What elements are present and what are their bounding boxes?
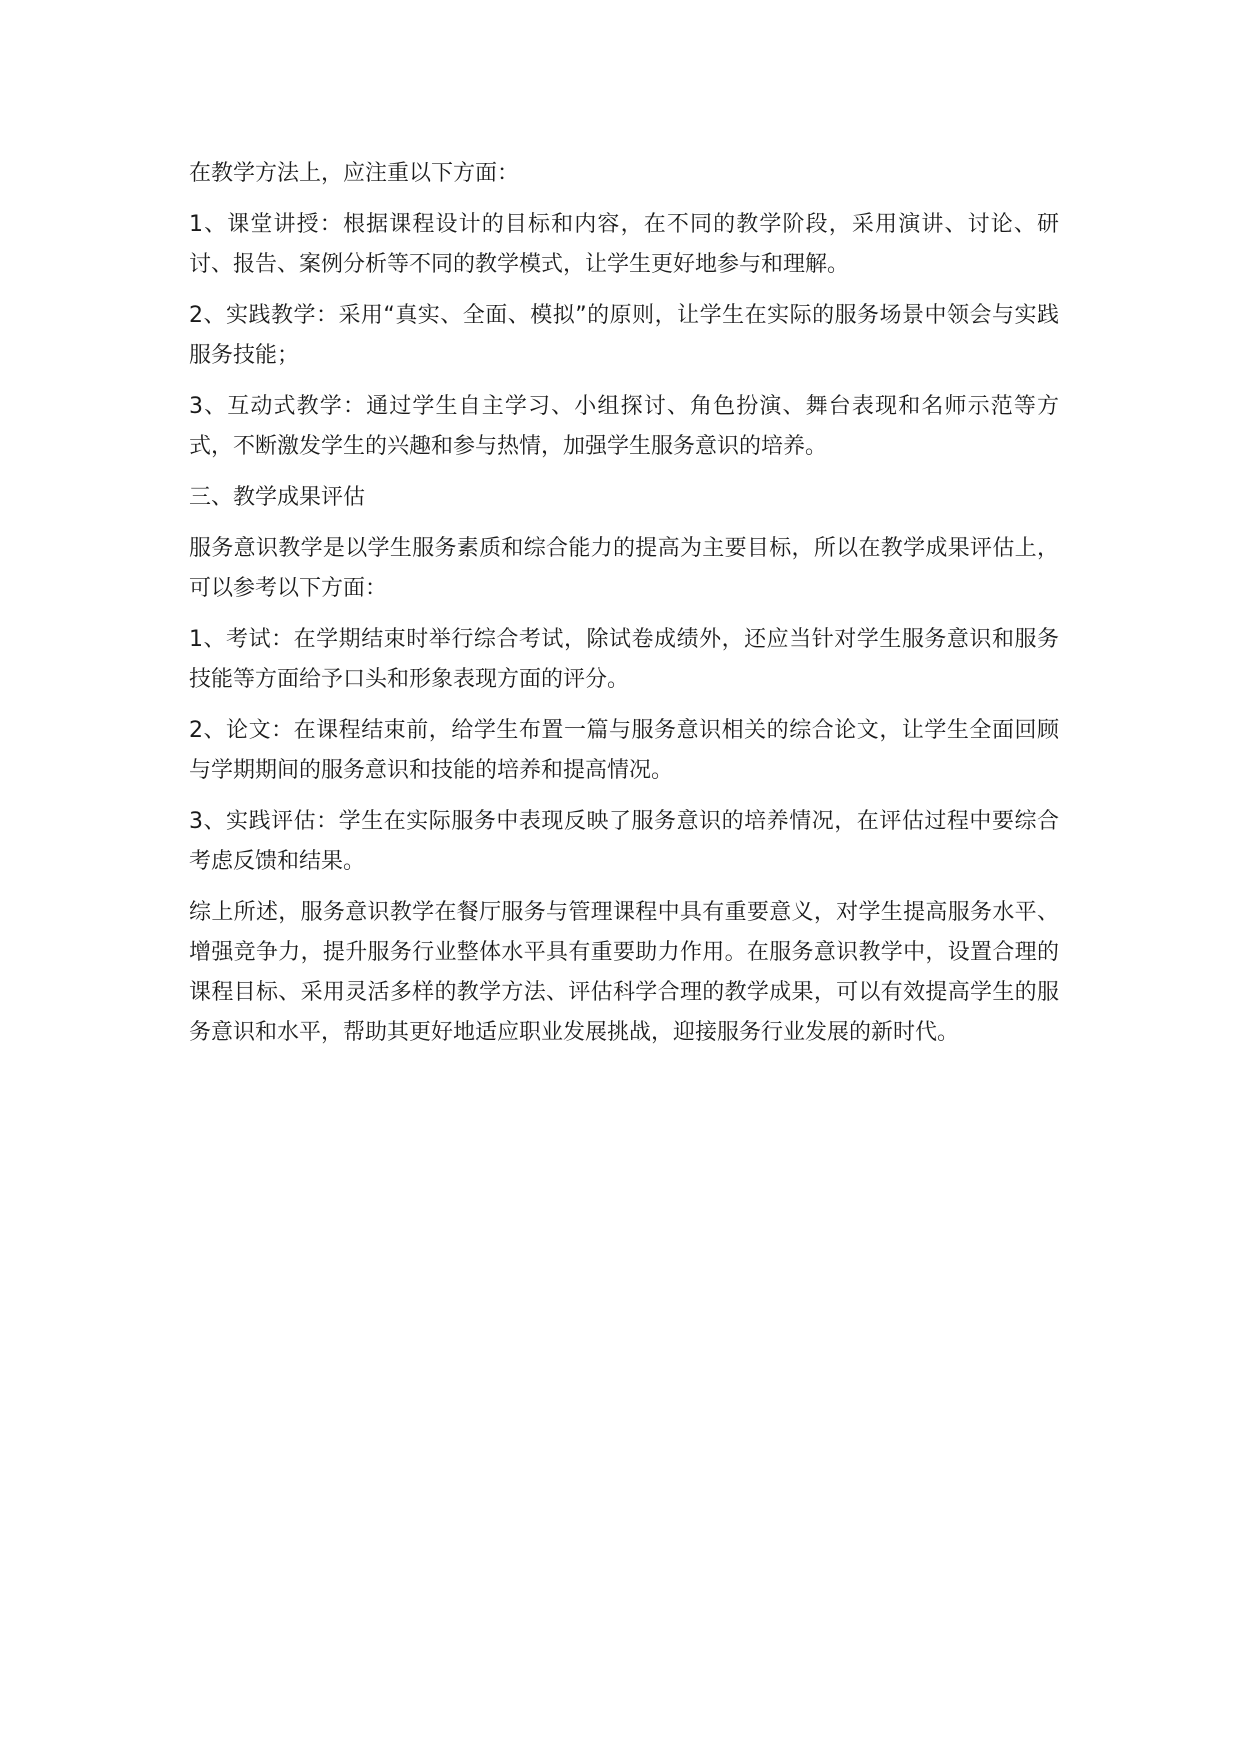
paragraph-assessment-2: 2、论文：在课程结束前，给学生布置一篇与服务意识相关的综合论文，让学生全面回顾与学期期间的服务意识和技能的培养和提高情况。 [189, 718, 1059, 783]
paragraph-intro: 在教学方法上，应注重以下方面： [189, 161, 520, 186]
document-body [189, 154, 1059, 1064]
section-heading: 三、教学成果评估 [189, 485, 366, 510]
paragraph-method-3: 3、互动式教学：通过学生自主学习、小组探讨、角色扮演、舞台表现和名师示范等方式，不断激发学生的兴趣和参与热情，加强学生服务意识的培养。 [189, 394, 1059, 459]
paragraph-method-2: 2、实践教学：采用“真实、全面、模拟”的原则，让学生在实际的服务场景中领会与实践服务技能； [189, 303, 1059, 368]
paragraph-assessment-1: 1、考试：在学期结束时举行综合考试，除试卷成绩外，还应当针对学生服务意识和服务技能等方面给予口头和形象表现方面的评分。 [189, 627, 1059, 692]
paragraph-assessment-3: 3、实践评估：学生在实际服务中表现反映了服务意识的培养情况，在评估过程中要综合考虑反馈和结果。 [189, 809, 1059, 874]
paragraph-conclusion: 综上所述，服务意识教学在餐厅服务与管理课程中具有重要意义，对学生提高服务水平、增强竞争力，提升服务行业整体水平具有重要助力作用。在服务意识教学中，设置合理的课程目标、采用灵活多样的教学方法、评估科学合理的教学成果，可以有效提高学生的服务意识和水平，帮助其更好地适应职业发展挑战，迎接服务行业发展的新时代。 [189, 900, 1059, 1045]
paragraph-assessment-intro: 服务意识教学是以学生服务素质和综合能力的提高为主要目标，所以在教学成果评估上，可以参考以下方面： [189, 536, 1059, 601]
paragraph-method-1: 1、课堂讲授：根据课程设计的目标和内容，在不同的教学阶段，采用演讲、讨论、研讨、报告、案例分析等不同的教学模式，让学生更好地参与和理解。 [189, 212, 1059, 277]
